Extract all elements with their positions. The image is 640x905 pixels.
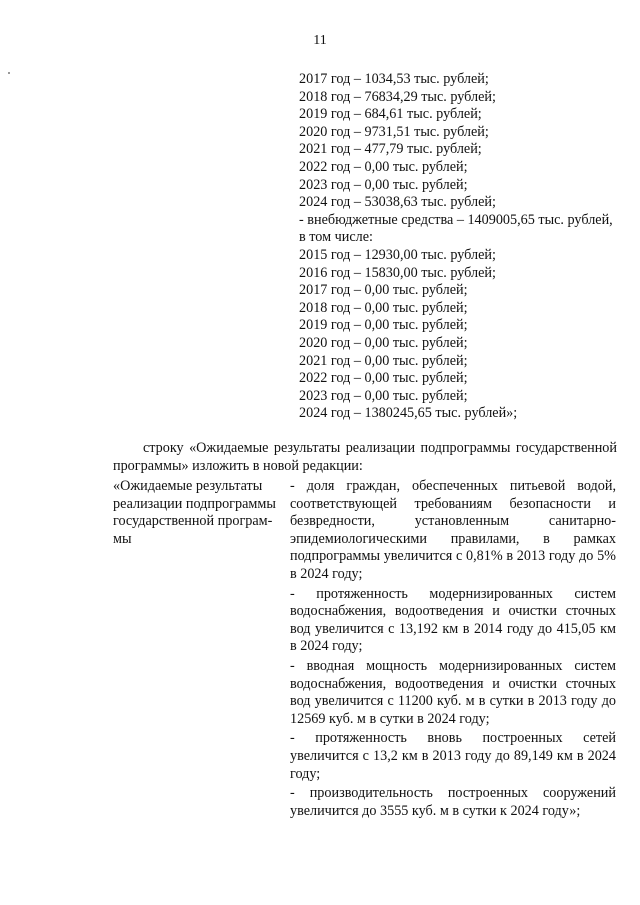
- expected-result-item: - производительность построенных сооружений увеличится до 3555 куб. м в сутки к 2024 году»;: [290, 785, 616, 819]
- funding-year-line: 2024 год – 1380245,65 тыс. рублей»;: [299, 405, 518, 422]
- row-label-line: «Ожидаемые результаты: [113, 478, 263, 494]
- funding-year-line: 2023 год – 0,00 тыс. рублей;: [299, 176, 468, 193]
- funding-year-line: 2022 год – 0,00 тыс. рублей;: [299, 370, 468, 387]
- row-label-line: государственной програм-: [113, 513, 273, 530]
- amendment-instruction: [113, 440, 617, 475]
- row-label-line: мы: [113, 530, 132, 547]
- funding-year-line: 2021 год – 477,79 тыс. рублей;: [299, 141, 482, 158]
- funding-year-line: 2017 год – 1034,53 тыс. рублей;: [299, 71, 489, 87]
- funding-year-line: 2023 год – 0,00 тыс. рублей;: [299, 387, 468, 404]
- expected-result-item: - протяженность вновь построенных сетей увеличится с 13,2 км в 2013 году до 89,149 км в 2024 году;: [290, 730, 616, 782]
- funding-year-line: 2016 год – 15830,00 тыс. рублей;: [299, 264, 496, 281]
- scan-artifact: [8, 72, 10, 74]
- page-number: 11: [313, 33, 327, 48]
- funding-year-line: 2018 год – 0,00 тыс. рублей;: [299, 299, 468, 316]
- funding-year-line: 2018 год – 76834,29 тыс. рублей;: [299, 88, 496, 105]
- funding-year-line: 2020 год – 9731,51 тыс. рублей;: [299, 123, 489, 140]
- expected-result-item: - вводная мощность модернизированных систем водоснабжения, водоотведения и очистки сточных вод увеличится с 11200 куб. м в сутки в 2013 году до 12569 куб. м в сутки в 2024 году;: [290, 657, 616, 727]
- funding-year-line: 2024 год – 53038,63 тыс. рублей;: [299, 194, 496, 211]
- funding-by-year-list: [299, 71, 619, 423]
- expected-result-item: - доля граждан, обеспеченных питьевой водой, соответствующей требованиям безопасности и безвредности, установленным санитарно-эпидемиологическими правилами, в рамках подпрограммы увеличится с 0,81% в 2013 году до 5% в 2024 году;: [290, 478, 616, 582]
- row-label-line: реализации подпрограммы: [113, 495, 276, 512]
- expected-results-cell: [290, 478, 616, 822]
- expected-result-item: - протяженность модернизированных систем водоснабжения, водоотведения и очистки сточных вод увеличится с 13,192 км в 2014 году до 415,05 км в 2024 году;: [290, 585, 616, 655]
- row-label-cell: [113, 478, 285, 548]
- including-label: в том числе:: [299, 229, 373, 246]
- extrabudget-heading: - внебюджетные средства – 1409005,65 тыс. рублей,: [299, 211, 613, 228]
- funding-year-line: 2020 год – 0,00 тыс. рублей;: [299, 334, 468, 351]
- funding-year-line: 2019 год – 684,61 тыс. рублей;: [299, 106, 482, 123]
- funding-year-line: 2019 год – 0,00 тыс. рублей;: [299, 317, 468, 334]
- funding-year-line: 2017 год – 0,00 тыс. рублей;: [299, 282, 468, 299]
- funding-year-line: 2021 год – 0,00 тыс. рублей;: [299, 352, 468, 369]
- funding-year-line: 2022 год – 0,00 тыс. рублей;: [299, 158, 468, 175]
- instruction-paragraph: строку «Ожидаемые результаты реализации подпрограммы государственной программы» изложить в новой редакции:: [113, 440, 617, 474]
- funding-year-line: 2015 год – 12930,00 тыс. рублей;: [299, 246, 496, 263]
